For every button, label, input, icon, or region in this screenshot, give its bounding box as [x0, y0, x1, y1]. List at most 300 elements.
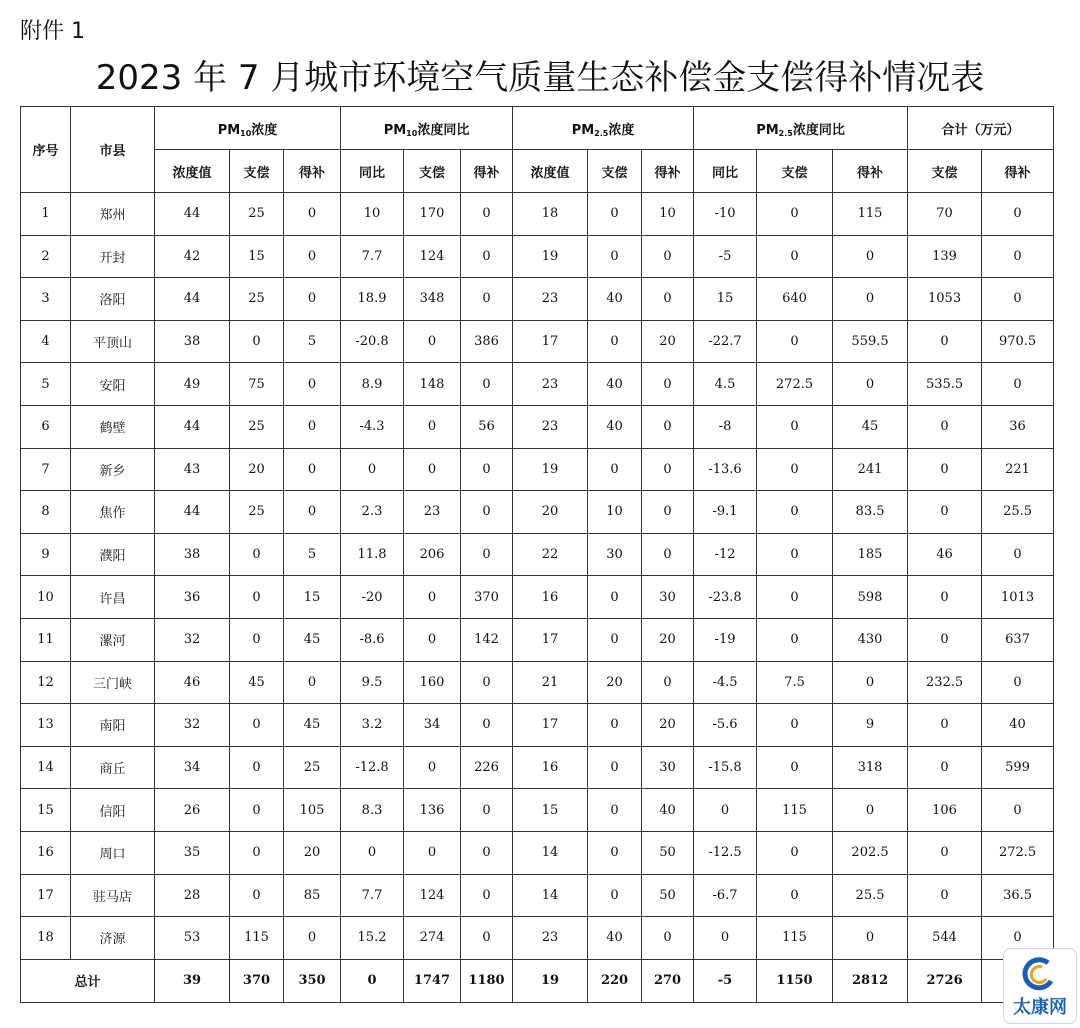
value-cell: 11.8 — [341, 533, 404, 576]
value-cell: 0 — [908, 618, 982, 661]
value-cell: 46 — [155, 661, 230, 704]
row-number: 17 — [21, 874, 71, 917]
value-cell: 15.2 — [341, 917, 404, 960]
value-cell: 22 — [513, 533, 588, 576]
value-cell: 26 — [155, 789, 230, 832]
value-cell: 640 — [757, 278, 833, 321]
value-cell: 0 — [908, 704, 982, 747]
value-cell: 0 — [757, 704, 833, 747]
total-value-cell: 2812 — [833, 959, 908, 1002]
subheader-cell: 得补 — [284, 150, 341, 193]
value-cell: 0 — [230, 789, 284, 832]
value-cell: 23 — [404, 491, 461, 534]
value-cell: 0 — [284, 235, 341, 278]
row-number: 7 — [21, 448, 71, 491]
value-cell: 17 — [513, 618, 588, 661]
value-cell: 0 — [757, 405, 833, 448]
value-cell: 386 — [461, 320, 513, 363]
total-value-cell: 19 — [513, 959, 588, 1002]
table-row — [21, 874, 1054, 917]
value-cell: 0 — [284, 405, 341, 448]
watermark-text: 太康网 — [1013, 997, 1067, 1018]
value-cell: 0 — [908, 448, 982, 491]
value-cell: 40 — [588, 405, 642, 448]
value-cell: 136 — [404, 789, 461, 832]
city-name: 南阳 — [71, 704, 155, 747]
value-cell: 0 — [588, 789, 642, 832]
value-cell: 0 — [757, 831, 833, 874]
table-row — [21, 576, 1054, 619]
value-cell: 106 — [908, 789, 982, 832]
logo-icon — [1018, 957, 1058, 991]
value-cell: 0 — [833, 278, 908, 321]
subheader-cell: 同比 — [694, 150, 757, 193]
header-seq: 序号 — [21, 107, 71, 193]
value-cell: 0 — [230, 320, 284, 363]
table-row — [21, 746, 1054, 789]
value-cell: -10 — [694, 193, 757, 236]
value-cell: 0 — [642, 278, 694, 321]
total-value-cell: 0 — [341, 959, 404, 1002]
value-cell: 1053 — [908, 278, 982, 321]
value-cell: 0 — [588, 576, 642, 619]
value-cell: 23 — [513, 278, 588, 321]
value-cell: -4.5 — [694, 661, 757, 704]
total-value-cell: 350 — [284, 959, 341, 1002]
value-cell: 25.5 — [982, 491, 1054, 534]
value-cell: 0 — [461, 789, 513, 832]
value-cell: 0 — [230, 831, 284, 874]
value-cell: -4.3 — [341, 405, 404, 448]
value-cell: 0 — [461, 193, 513, 236]
value-cell: -15.8 — [694, 746, 757, 789]
table-row — [21, 320, 1054, 363]
value-cell: 0 — [588, 193, 642, 236]
row-number: 8 — [21, 491, 71, 534]
subheader-cell: 浓度值 — [513, 150, 588, 193]
value-cell: 0 — [404, 618, 461, 661]
value-cell: 0 — [757, 746, 833, 789]
value-cell: 70 — [908, 193, 982, 236]
compensation-table — [20, 106, 1054, 1003]
value-cell: 20 — [642, 618, 694, 661]
value-cell: 0 — [404, 831, 461, 874]
value-cell: 0 — [757, 235, 833, 278]
total-value-cell: 1150 — [757, 959, 833, 1002]
value-cell: 637 — [982, 618, 1054, 661]
value-cell: 0 — [461, 491, 513, 534]
city-name: 商丘 — [71, 746, 155, 789]
value-cell: 30 — [588, 533, 642, 576]
subheader-cell: 支偿 — [757, 150, 833, 193]
value-cell: 0 — [230, 704, 284, 747]
pm10-yoy-label: 浓度同比 — [417, 122, 470, 138]
value-cell: 21 — [513, 661, 588, 704]
value-cell: 0 — [757, 193, 833, 236]
city-name: 三门峡 — [71, 661, 155, 704]
value-cell: 0 — [230, 576, 284, 619]
value-cell: 0 — [461, 278, 513, 321]
city-name: 平顶山 — [71, 320, 155, 363]
value-cell: 0 — [404, 576, 461, 619]
value-cell: 115 — [230, 917, 284, 960]
value-cell: 0 — [461, 533, 513, 576]
value-cell: 20 — [284, 831, 341, 874]
pm10-yoy-prefix: PM — [383, 122, 407, 138]
value-cell: 7.5 — [757, 661, 833, 704]
subheader-cell: 支偿 — [404, 150, 461, 193]
watermark-logo — [1003, 948, 1077, 1024]
value-cell: 30 — [642, 576, 694, 619]
city-name: 郑州 — [71, 193, 155, 236]
value-cell: 0 — [642, 491, 694, 534]
value-cell: 38 — [155, 533, 230, 576]
value-cell: 0 — [694, 917, 757, 960]
value-cell: 115 — [757, 789, 833, 832]
value-cell: 0 — [642, 917, 694, 960]
value-cell: 9.5 — [341, 661, 404, 704]
value-cell: 0 — [588, 704, 642, 747]
value-cell: 3.2 — [341, 704, 404, 747]
value-cell: 15 — [230, 235, 284, 278]
value-cell: 34 — [404, 704, 461, 747]
value-cell: -8 — [694, 405, 757, 448]
value-cell: 599 — [982, 746, 1054, 789]
value-cell: 53 — [155, 917, 230, 960]
city-name: 开封 — [71, 235, 155, 278]
table-row — [21, 405, 1054, 448]
value-cell: 0 — [833, 363, 908, 406]
value-cell: 18 — [513, 193, 588, 236]
subheader-cell: 浓度值 — [155, 150, 230, 193]
row-number: 14 — [21, 746, 71, 789]
row-number: 15 — [21, 789, 71, 832]
table-row — [21, 661, 1054, 704]
value-cell: 15 — [694, 278, 757, 321]
city-name: 济源 — [71, 917, 155, 960]
pm10-sub: 10 — [240, 128, 252, 138]
value-cell: 0 — [757, 320, 833, 363]
value-cell: 0 — [982, 278, 1054, 321]
city-name: 鹤壁 — [71, 405, 155, 448]
table-row — [21, 193, 1054, 236]
value-cell: 45 — [833, 405, 908, 448]
value-cell: -9.1 — [694, 491, 757, 534]
city-name: 焦作 — [71, 491, 155, 534]
value-cell: 226 — [461, 746, 513, 789]
table-row — [21, 491, 1054, 534]
value-cell: 0 — [230, 533, 284, 576]
header-total: 合计（万元） — [908, 107, 1054, 150]
value-cell: 0 — [404, 320, 461, 363]
value-cell: 45 — [284, 618, 341, 661]
value-cell: 28 — [155, 874, 230, 917]
value-cell: -13.6 — [694, 448, 757, 491]
value-cell: 0 — [642, 533, 694, 576]
header-pm10-yoy — [341, 107, 513, 150]
table-row — [21, 917, 1054, 960]
value-cell: 272.5 — [982, 831, 1054, 874]
value-cell: 42 — [155, 235, 230, 278]
city-name: 驻马店 — [71, 874, 155, 917]
table-row — [21, 363, 1054, 406]
value-cell: -5.6 — [694, 704, 757, 747]
value-cell: 202.5 — [833, 831, 908, 874]
value-cell: 25 — [230, 405, 284, 448]
value-cell: 25 — [284, 746, 341, 789]
value-cell: 160 — [404, 661, 461, 704]
value-cell: 7.7 — [341, 235, 404, 278]
value-cell: 0 — [341, 448, 404, 491]
value-cell: 0 — [908, 831, 982, 874]
value-cell: 559.5 — [833, 320, 908, 363]
value-cell: 0 — [461, 704, 513, 747]
header-pm10 — [155, 107, 341, 150]
value-cell: 232.5 — [908, 661, 982, 704]
table-row — [21, 789, 1054, 832]
value-cell: 0 — [982, 661, 1054, 704]
value-cell: 23 — [513, 405, 588, 448]
value-cell: 44 — [155, 278, 230, 321]
value-cell: 0 — [908, 491, 982, 534]
value-cell: 36.5 — [982, 874, 1054, 917]
value-cell: 0 — [982, 533, 1054, 576]
value-cell: -12.5 — [694, 831, 757, 874]
value-cell: 535.5 — [908, 363, 982, 406]
value-cell: 0 — [461, 831, 513, 874]
value-cell: 272.5 — [757, 363, 833, 406]
city-name: 信阳 — [71, 789, 155, 832]
value-cell: 16 — [513, 576, 588, 619]
value-cell: 19 — [513, 448, 588, 491]
value-cell: 19 — [513, 235, 588, 278]
table-row — [21, 831, 1054, 874]
value-cell: 23 — [513, 363, 588, 406]
value-cell: 44 — [155, 193, 230, 236]
value-cell: 0 — [908, 874, 982, 917]
pm25-yoy-label: 浓度同比 — [792, 122, 845, 138]
value-cell: 0 — [230, 746, 284, 789]
value-cell: 0 — [284, 491, 341, 534]
row-number: 18 — [21, 917, 71, 960]
value-cell: 0 — [588, 831, 642, 874]
value-cell: 0 — [908, 405, 982, 448]
value-cell: 115 — [757, 917, 833, 960]
value-cell: 30 — [642, 746, 694, 789]
pm25-yoy-sub: 2.5 — [778, 128, 793, 138]
total-value-cell: 270 — [642, 959, 694, 1002]
row-number: 4 — [21, 320, 71, 363]
value-cell: 139 — [908, 235, 982, 278]
value-cell: 0 — [404, 448, 461, 491]
row-number: 1 — [21, 193, 71, 236]
value-cell: 0 — [982, 789, 1054, 832]
value-cell: 0 — [404, 405, 461, 448]
subheader-cell: 得补 — [642, 150, 694, 193]
value-cell: -19 — [694, 618, 757, 661]
table-row — [21, 704, 1054, 747]
subheader-cell: 得补 — [982, 150, 1054, 193]
value-cell: 50 — [642, 874, 694, 917]
value-cell: 0 — [982, 363, 1054, 406]
attachment-label: 附件 1 — [20, 19, 85, 44]
value-cell: 0 — [461, 235, 513, 278]
city-name: 漯河 — [71, 618, 155, 661]
value-cell: 20 — [588, 661, 642, 704]
value-cell: 43 — [155, 448, 230, 491]
value-cell: 20 — [230, 448, 284, 491]
value-cell: 0 — [404, 746, 461, 789]
total-value-cell: -5 — [694, 959, 757, 1002]
value-cell: 5 — [284, 320, 341, 363]
total-value-cell: 39 — [155, 959, 230, 1002]
pm10-label: 浓度 — [251, 122, 278, 138]
value-cell: 1013 — [982, 576, 1054, 619]
value-cell: 25 — [230, 278, 284, 321]
value-cell: 0 — [908, 576, 982, 619]
value-cell: 50 — [642, 831, 694, 874]
value-cell: 40 — [588, 278, 642, 321]
value-cell: -8.6 — [341, 618, 404, 661]
value-cell: 0 — [757, 491, 833, 534]
row-number: 2 — [21, 235, 71, 278]
value-cell: 14 — [513, 831, 588, 874]
value-cell: 25 — [230, 491, 284, 534]
value-cell: 34 — [155, 746, 230, 789]
value-cell: 38 — [155, 320, 230, 363]
value-cell: 10 — [341, 193, 404, 236]
row-number: 12 — [21, 661, 71, 704]
total-value-cell: 2726 — [908, 959, 982, 1002]
row-number: 9 — [21, 533, 71, 576]
value-cell: 32 — [155, 704, 230, 747]
value-cell: 0 — [757, 874, 833, 917]
value-cell: -20 — [341, 576, 404, 619]
value-cell: 5 — [284, 533, 341, 576]
value-cell: 20 — [513, 491, 588, 534]
value-cell: 4.5 — [694, 363, 757, 406]
value-cell: 241 — [833, 448, 908, 491]
total-row — [21, 959, 1054, 1002]
row-number: 13 — [21, 704, 71, 747]
subheader-cell: 支偿 — [230, 150, 284, 193]
pm10-prefix: PM — [217, 122, 241, 138]
value-cell: 0 — [588, 320, 642, 363]
value-cell: 10 — [642, 193, 694, 236]
value-cell: 45 — [230, 661, 284, 704]
value-cell: 0 — [982, 235, 1054, 278]
value-cell: 598 — [833, 576, 908, 619]
value-cell: 0 — [341, 831, 404, 874]
subheader-cell: 支偿 — [908, 150, 982, 193]
value-cell: 23 — [513, 917, 588, 960]
page-title: 2023 年 7 月城市环境空气质量生态补偿金支偿得补情况表 — [95, 58, 985, 98]
header-city: 市县 — [71, 107, 155, 193]
header-pm25-yoy — [694, 107, 908, 150]
row-number: 5 — [21, 363, 71, 406]
value-cell: 20 — [642, 704, 694, 747]
value-cell: 0 — [461, 917, 513, 960]
value-cell: 35 — [155, 831, 230, 874]
value-cell: 20 — [642, 320, 694, 363]
value-cell: 18.9 — [341, 278, 404, 321]
value-cell: 16 — [513, 746, 588, 789]
pm25-sub: 2.5 — [594, 128, 609, 138]
value-cell: 49 — [155, 363, 230, 406]
value-cell: 0 — [588, 746, 642, 789]
value-cell: 170 — [404, 193, 461, 236]
value-cell: 10 — [588, 491, 642, 534]
value-cell: 2.3 — [341, 491, 404, 534]
value-cell: 124 — [404, 235, 461, 278]
value-cell: 185 — [833, 533, 908, 576]
table-row — [21, 448, 1054, 491]
value-cell: 32 — [155, 618, 230, 661]
value-cell: 274 — [404, 917, 461, 960]
value-cell: 0 — [757, 448, 833, 491]
value-cell: 142 — [461, 618, 513, 661]
value-cell: 0 — [757, 533, 833, 576]
value-cell: 0 — [757, 576, 833, 619]
subheader-cell: 同比 — [341, 150, 404, 193]
value-cell: 8.3 — [341, 789, 404, 832]
value-cell: -5 — [694, 235, 757, 278]
value-cell: 17 — [513, 320, 588, 363]
value-cell: 85 — [284, 874, 341, 917]
value-cell: -6.7 — [694, 874, 757, 917]
value-cell: 0 — [642, 363, 694, 406]
value-cell: 0 — [230, 874, 284, 917]
value-cell: 0 — [642, 448, 694, 491]
value-cell: 0 — [284, 193, 341, 236]
header-row-1 — [21, 107, 1054, 150]
value-cell: 40 — [588, 917, 642, 960]
value-cell: 0 — [757, 618, 833, 661]
row-number: 3 — [21, 278, 71, 321]
value-cell: 221 — [982, 448, 1054, 491]
value-cell: 318 — [833, 746, 908, 789]
value-cell: 124 — [404, 874, 461, 917]
value-cell: 36 — [982, 405, 1054, 448]
value-cell: 970.5 — [982, 320, 1054, 363]
value-cell: 0 — [461, 874, 513, 917]
city-name: 洛阳 — [71, 278, 155, 321]
value-cell: 45 — [284, 704, 341, 747]
value-cell: 115 — [833, 193, 908, 236]
value-cell: 44 — [155, 405, 230, 448]
value-cell: 17 — [513, 704, 588, 747]
total-value-cell: 220 — [588, 959, 642, 1002]
value-cell: 0 — [284, 363, 341, 406]
city-name: 许昌 — [71, 576, 155, 619]
table-row — [21, 278, 1054, 321]
value-cell: 40 — [982, 704, 1054, 747]
value-cell: 348 — [404, 278, 461, 321]
total-value-cell: 1747 — [404, 959, 461, 1002]
row-number: 16 — [21, 831, 71, 874]
subheader-cell: 得补 — [461, 150, 513, 193]
value-cell: 15 — [284, 576, 341, 619]
row-number: 6 — [21, 405, 71, 448]
table-row — [21, 533, 1054, 576]
value-cell: 44 — [155, 491, 230, 534]
total-value-cell: 1180 — [461, 959, 513, 1002]
city-name: 周口 — [71, 831, 155, 874]
value-cell: 9 — [833, 704, 908, 747]
subheader-cell: 得补 — [833, 150, 908, 193]
value-cell: 0 — [982, 193, 1054, 236]
value-cell: 0 — [908, 746, 982, 789]
